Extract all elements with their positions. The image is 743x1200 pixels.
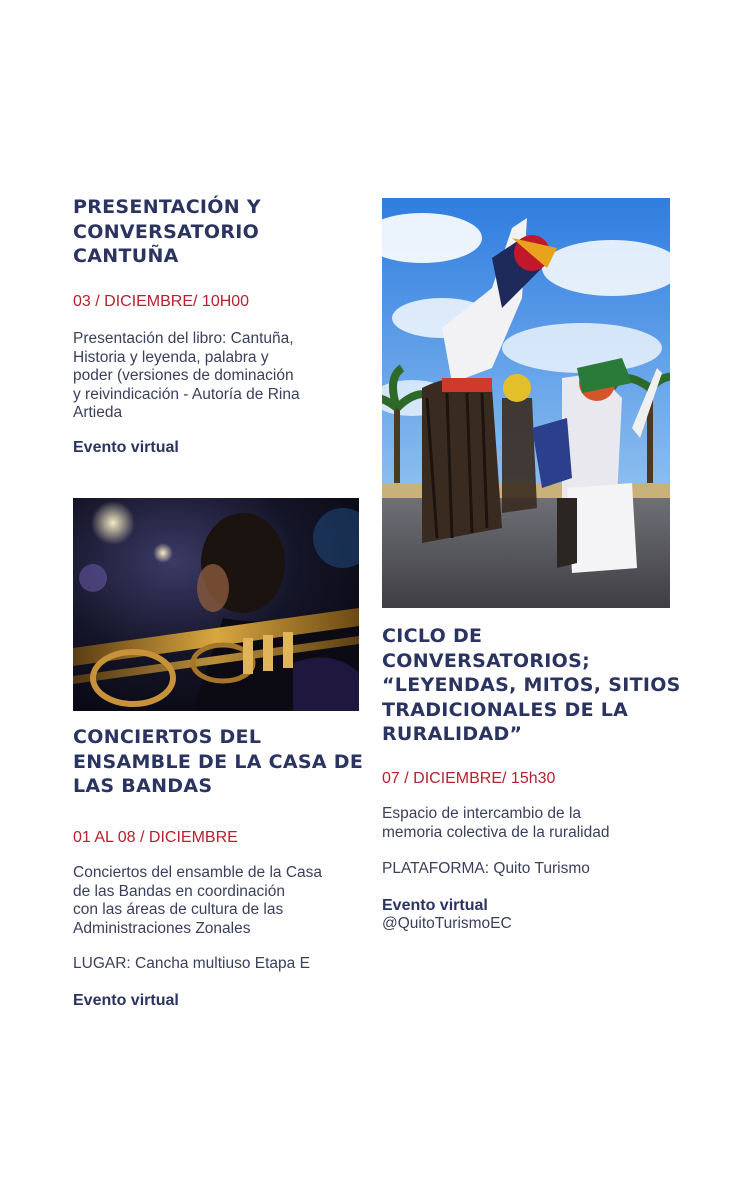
event-platform: PLATAFORMA: Quito Turismo [382, 860, 590, 877]
event-mode: Evento virtual [382, 897, 488, 914]
trumpet-concert-photo [73, 498, 359, 711]
event-description: Espacio de intercambio de la memoria colectiva de la ruralidad [382, 805, 610, 841]
event-title: CONCIERTOS DEL ENSAMBLE DE LA CASA DE LAS BANDAS [73, 726, 364, 797]
event-date: 07 / DICIEMBRE/ 15h30 [382, 770, 556, 787]
event-mode: Evento virtual [73, 992, 179, 1009]
event-date: 03 / DICIEMBRE/ 10H00 [73, 293, 250, 310]
event-description: Presentación del libro: Cantuña, Historia y leyenda, palabra y poder (versiones de dominación y reivindicación - Autoría de Rina Artieda [73, 330, 300, 421]
event-title: CICLO DE CONVERSATORIOS; “LEYENDAS, MITOS, SITIOS TRADICIONALES DE LA RURALIDAD” [382, 625, 681, 745]
event-date: 01 AL 08 / DICIEMBRE [73, 829, 238, 846]
event-place: LUGAR: Cancha multiuso Etapa E [73, 955, 310, 972]
event-mode: Evento virtual [73, 439, 179, 456]
social-handle[interactable]: @QuitoTurismoEC [382, 915, 512, 932]
event-description: Conciertos del ensamble de la Casa de las Bandas en coordinación con las áreas de cultura de las Administraciones Zonales [73, 864, 322, 937]
event-title: PRESENTACIÓN Y CONVERSATORIO CANTUÑA [73, 196, 261, 267]
traditional-dancers-photo [382, 198, 670, 608]
